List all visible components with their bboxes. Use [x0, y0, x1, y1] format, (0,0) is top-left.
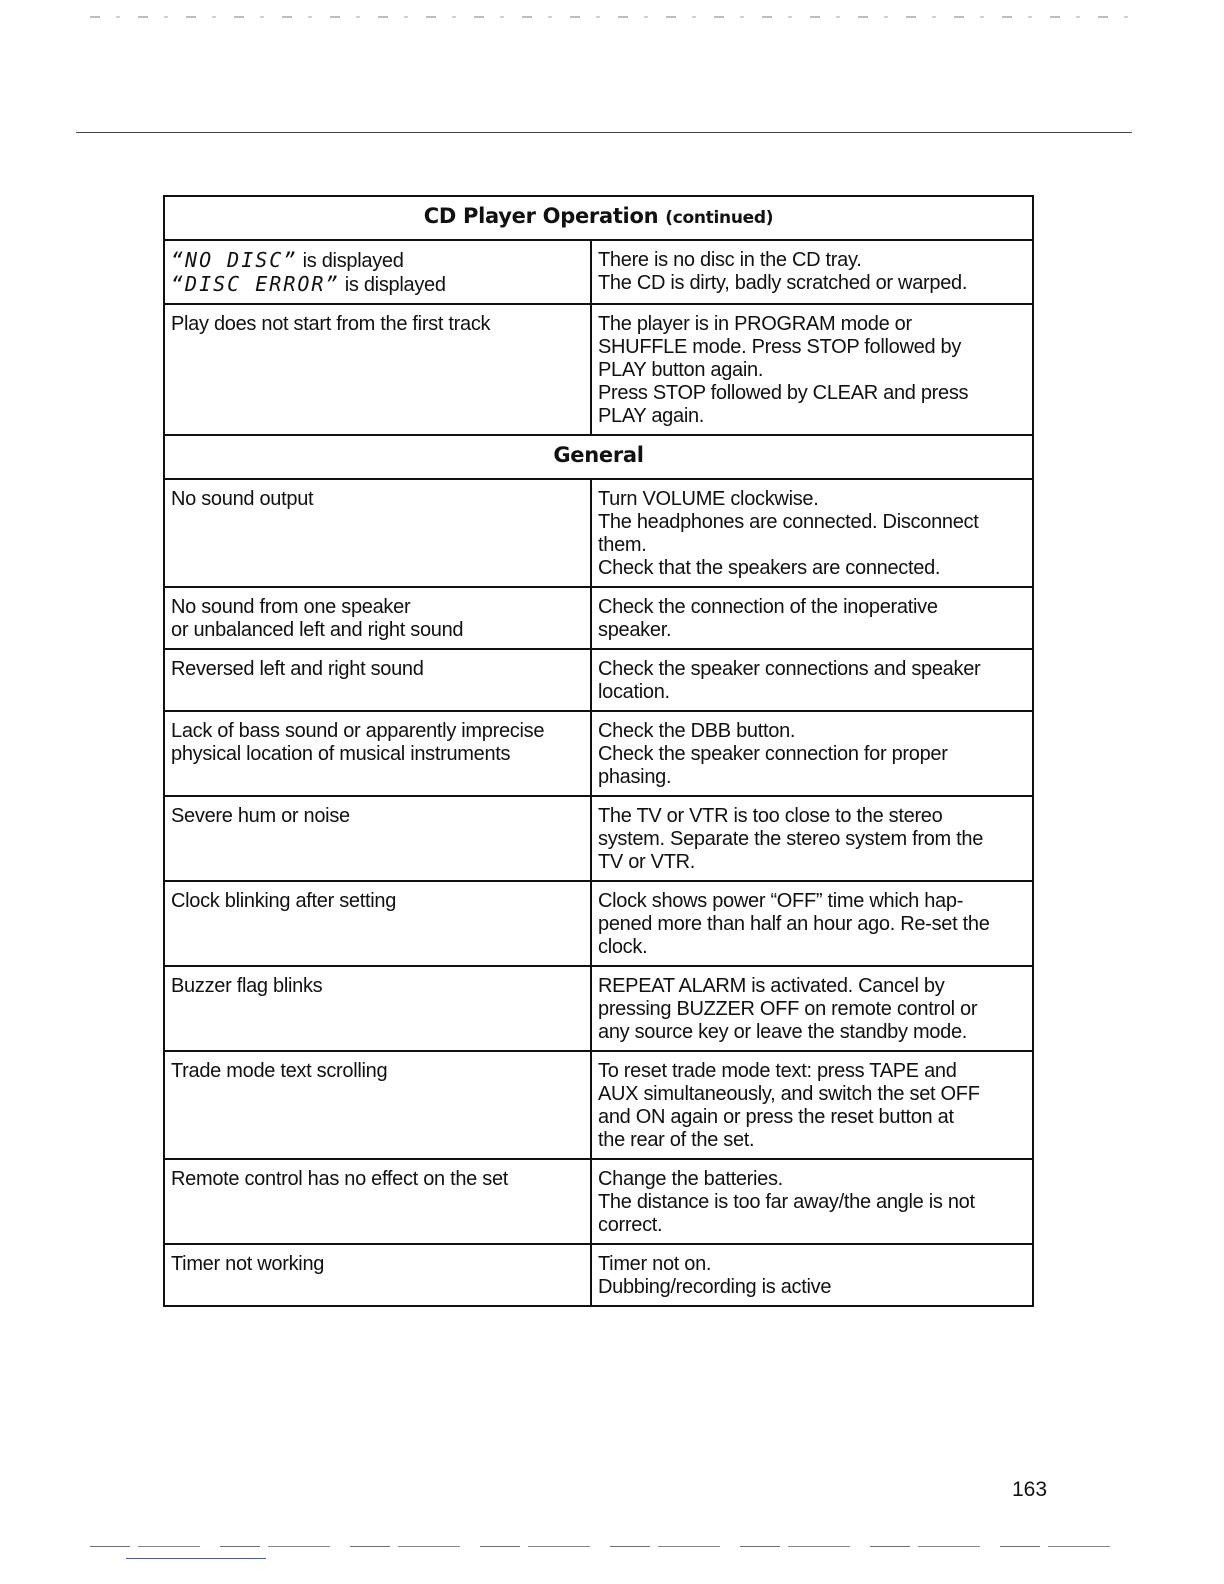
table-row — [164, 966, 1033, 1051]
scan-noise-bottom — [90, 1546, 1122, 1547]
solution-cell — [591, 1051, 1033, 1159]
solution-line: speaker. — [598, 619, 672, 641]
problem-line: Clock blinking after setting — [171, 890, 397, 912]
solution-cell — [591, 881, 1033, 966]
solution-line: REPEAT ALARM is activated. Cancel by — [598, 975, 945, 997]
solution-cell — [591, 711, 1033, 796]
table-row — [164, 304, 1033, 435]
table-row — [164, 1244, 1033, 1306]
table-row — [164, 796, 1033, 881]
problem-line: Timer not working — [171, 1253, 325, 1275]
solution-line: AUX simultaneously, and switch the set OFF — [598, 1083, 980, 1105]
lcd-display-code: “DISC ERROR” — [171, 272, 340, 296]
table-row — [164, 1051, 1033, 1159]
solution-line: Check the speaker connection for proper — [598, 743, 948, 765]
solution-line: The player is in PROGRAM mode or — [598, 313, 912, 335]
solution-line: Check that the speakers are connected. — [598, 557, 941, 579]
solution-line: PLAY button again. — [598, 359, 764, 381]
display-suffix: is displayed — [297, 250, 404, 272]
problem-line: Severe hum or noise — [171, 805, 350, 827]
section-title — [164, 196, 1033, 240]
section-header-row — [164, 196, 1033, 240]
section-title-text: General — [553, 443, 644, 467]
solution-line: The distance is too far away/the angle is not — [598, 1191, 975, 1213]
solution-line: and ON again or press the reset button at — [598, 1106, 954, 1128]
problem-cell — [164, 1051, 591, 1159]
problem-cell — [164, 240, 591, 304]
table-row — [164, 881, 1033, 966]
solution-line: There is no disc in the CD tray. — [598, 249, 862, 271]
solution-line: them. — [598, 534, 647, 556]
scan-blue-line — [126, 1558, 266, 1559]
solution-cell — [591, 240, 1033, 304]
solution-cell — [591, 1244, 1033, 1306]
problem-line: No sound output — [171, 488, 314, 510]
problem-cell — [164, 304, 591, 435]
problem-line: or unbalanced left and right sound — [171, 619, 464, 641]
header-rule — [76, 132, 1132, 133]
solution-line: Clock shows power “OFF” time which hap- — [598, 890, 964, 912]
solution-line: the rear of the set. — [598, 1129, 755, 1151]
solution-cell — [591, 304, 1033, 435]
section-title-text: CD Player Operation — [423, 204, 659, 228]
solution-line: SHUFFLE mode. Press STOP followed by — [598, 336, 962, 358]
solution-line: The TV or VTR is too close to the stereo — [598, 805, 943, 827]
solution-line: To reset trade mode text: press TAPE and — [598, 1060, 957, 1082]
solution-line: Timer not on. — [598, 1253, 712, 1275]
solution-cell — [591, 966, 1033, 1051]
problem-line: Trade mode text scrolling — [171, 1060, 388, 1082]
solution-cell — [591, 587, 1033, 649]
solution-line: pressing BUZZER OFF on remote control or — [598, 998, 978, 1020]
solution-line: pened more than half an hour ago. Re-set the — [598, 913, 990, 935]
solution-cell — [591, 796, 1033, 881]
problem-cell — [164, 479, 591, 587]
problem-line: Lack of bass sound or apparently imprecise — [171, 720, 545, 742]
table-row — [164, 649, 1033, 711]
solution-line: The headphones are connected. Disconnect — [598, 511, 979, 533]
section-title — [164, 435, 1033, 479]
table-row — [164, 711, 1033, 796]
problem-cell — [164, 587, 591, 649]
solution-cell — [591, 1159, 1033, 1244]
solution-line: system. Separate the stereo system from the — [598, 828, 984, 850]
problem-cell — [164, 881, 591, 966]
section-header-row — [164, 435, 1033, 479]
solution-line: phasing. — [598, 766, 672, 788]
problem-cell — [164, 1244, 591, 1306]
table-row — [164, 587, 1033, 649]
problem-cell — [164, 966, 591, 1051]
problem-line: Remote control has no effect on the set — [171, 1168, 509, 1190]
solution-line: Check the connection of the inoperative — [598, 596, 938, 618]
problem-cell — [164, 1159, 591, 1244]
solution-line: clock. — [598, 936, 648, 958]
problem-line — [171, 249, 584, 273]
solution-cell — [591, 479, 1033, 587]
solution-line: Press STOP followed by CLEAR and press — [598, 382, 969, 404]
page-number: 163 — [1012, 1478, 1048, 1501]
problem-line: Play does not start from the first track — [171, 313, 491, 335]
solution-line: any source key or leave the standby mode. — [598, 1021, 968, 1043]
problem-line — [171, 273, 584, 297]
section-title-note: (continued) — [665, 208, 774, 228]
solution-line: Change the batteries. — [598, 1168, 783, 1190]
problem-cell — [164, 649, 591, 711]
solution-line: location. — [598, 681, 670, 703]
problem-line: physical location of musical instruments — [171, 743, 511, 765]
problem-line: Reversed left and right sound — [171, 658, 424, 680]
table-row — [164, 1159, 1033, 1244]
solution-line: Check the DBB button. — [598, 720, 796, 742]
table-row — [164, 479, 1033, 587]
problem-line: No sound from one speaker — [171, 596, 411, 618]
solution-line: Turn VOLUME clockwise. — [598, 488, 819, 510]
solution-line: correct. — [598, 1214, 663, 1236]
problem-cell — [164, 796, 591, 881]
solution-line: PLAY again. — [598, 405, 705, 427]
solution-line: Dubbing/recording is active — [598, 1276, 832, 1298]
solution-line: TV or VTR. — [598, 851, 696, 873]
scan-noise-top — [90, 16, 1130, 18]
problem-cell — [164, 711, 591, 796]
solution-cell — [591, 649, 1033, 711]
display-suffix: is displayed — [339, 274, 446, 296]
solution-line: The CD is dirty, badly scratched or warped. — [598, 272, 968, 294]
table-row — [164, 240, 1033, 304]
problem-line: Buzzer flag blinks — [171, 975, 323, 997]
troubleshooting-table — [163, 195, 1034, 1307]
solution-line: Check the speaker connections and speaker — [598, 658, 981, 680]
lcd-display-code: “NO DISC” — [171, 248, 298, 272]
